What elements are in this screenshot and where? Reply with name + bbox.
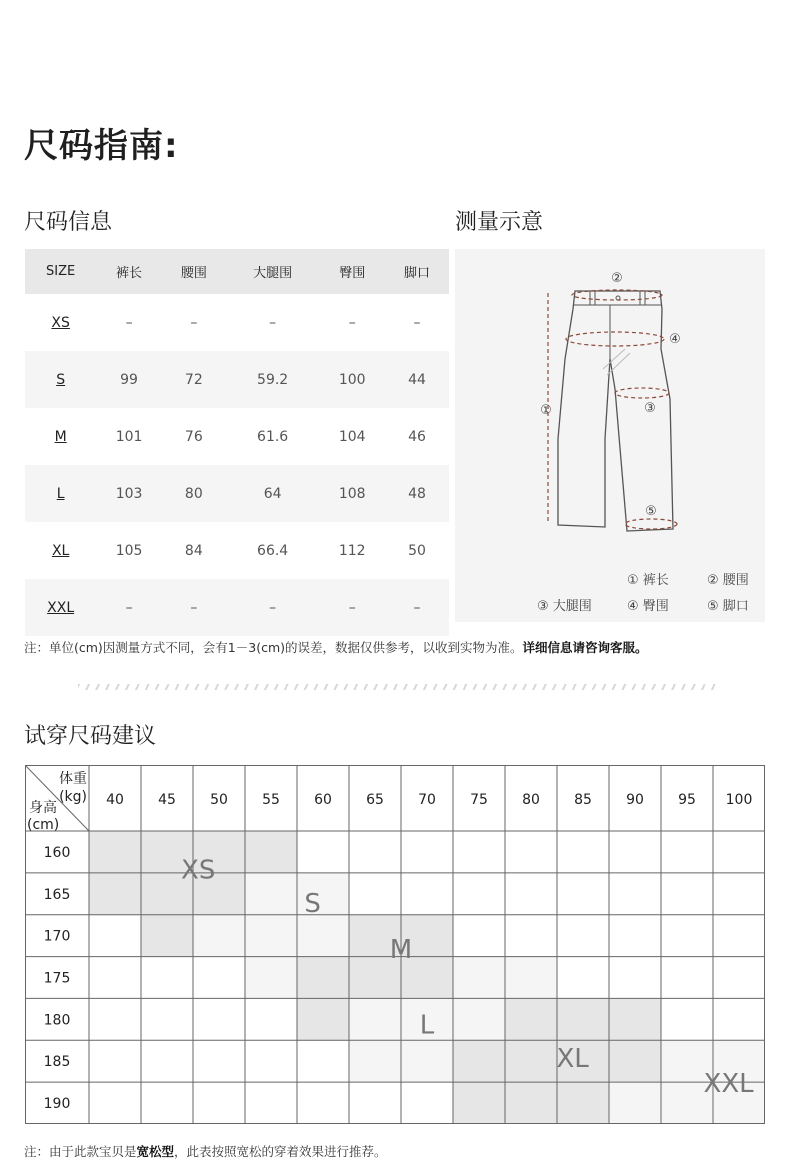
size-cell: XXL: [25, 579, 96, 636]
header-thigh: 大腿围: [226, 249, 320, 294]
weight-header-75: 75: [470, 792, 488, 808]
weight-axis-label: 体重: [59, 771, 87, 787]
marker-waist: ②: [611, 271, 623, 286]
table-cell: –: [125, 314, 133, 331]
size-cell: L: [25, 465, 96, 522]
height-axis-label: 身高: [29, 800, 57, 816]
size-region-cell-s: [193, 915, 246, 957]
page-title: 尺码指南:: [24, 126, 179, 166]
table-cell: 112: [338, 542, 366, 559]
note2-pre: 注：由于此款宝贝是: [24, 1144, 137, 1159]
size-region-cell-xl: [609, 998, 662, 1040]
size-region-cell-l: [349, 998, 402, 1040]
marker-hem: ⑤: [645, 504, 657, 519]
size-region-cell-l: [401, 1040, 454, 1082]
legend-hip: ④ 臀围: [627, 599, 669, 614]
table-cell: –: [226, 579, 320, 636]
table-cell: 104: [338, 428, 366, 445]
table-cell: –: [385, 579, 449, 636]
note-contact-emphasis: 详细信息请咨询客服。: [522, 640, 648, 655]
trousers-diagram: [455, 249, 765, 622]
measurement-diagram-panel: [455, 249, 765, 622]
header-waist: 腰围: [162, 249, 226, 294]
size-region-cell-xs: [89, 873, 142, 915]
height-header-160: 160: [43, 844, 71, 861]
table-cell: 48: [385, 465, 449, 522]
weight-header-80: 80: [522, 792, 540, 808]
height-header-170: 170: [43, 928, 71, 945]
table-cell: 64: [226, 465, 320, 522]
size-cell: XL: [51, 542, 70, 559]
size-label-xxl: XXL: [703, 1069, 754, 1100]
size-region-cell-xl: [453, 1082, 506, 1124]
size-region-cell-xs: [141, 915, 194, 957]
size-label-l: L: [419, 1010, 435, 1041]
size-region-cell-m: [297, 957, 350, 999]
size-region-cell-l: [349, 1040, 402, 1082]
size-region-cell-m: [297, 998, 350, 1040]
note-text: 注：单位(cm)因测量方式不同，会有1－3(cm)的误差，数据仅供参考，以收到实物为准。: [24, 640, 523, 655]
weight-header-45: 45: [158, 792, 176, 808]
weight-header-95: 95: [678, 792, 696, 808]
height-header-185: 185: [43, 1054, 71, 1071]
table-cell: 80: [162, 465, 226, 522]
table-row: [25, 408, 449, 465]
table-cell: 59.2: [226, 351, 320, 408]
legend-thigh: ③ 大腿围: [537, 599, 592, 614]
size-region-cell-xxl: [609, 1082, 662, 1124]
measurement-note: [24, 638, 648, 656]
size-label-xl: XL: [556, 1044, 589, 1075]
weight-header-70: 70: [418, 792, 436, 808]
weight-axis-unit: (kg): [59, 789, 87, 805]
size-region-cell-xl: [557, 998, 610, 1040]
weight-header-55: 55: [262, 792, 280, 808]
table-cell: 99: [96, 351, 162, 408]
table-row: [25, 522, 449, 579]
marker-length: ①: [540, 403, 552, 418]
table-row: [25, 294, 449, 351]
size-label-m: M: [389, 935, 413, 966]
size-region-cell-xl: [453, 1040, 506, 1082]
fit-recommendation-grid: [25, 765, 765, 1124]
size-region-cell-xl: [505, 998, 558, 1040]
size-cell: XS: [51, 314, 70, 331]
table-cell: 61.6: [257, 428, 289, 445]
table-cell: 108: [319, 465, 385, 522]
table-cell: 101: [115, 428, 143, 445]
size-region-cell-s: [297, 915, 350, 957]
section-divider: [78, 684, 718, 690]
table-cell: 100: [319, 351, 385, 408]
weight-header-65: 65: [366, 792, 384, 808]
height-header-175: 175: [43, 970, 71, 987]
size-region-cell-l: [505, 957, 558, 999]
size-region-cell-xl: [557, 1082, 610, 1124]
size-info-heading: 尺码信息: [24, 210, 113, 235]
header-hem: 脚口: [385, 249, 449, 294]
note2-post: ，此表按照宽松的穿着效果进行推荐。: [174, 1144, 387, 1159]
weight-header-50: 50: [210, 792, 228, 808]
size-region-cell-s: [245, 915, 298, 957]
size-region-cell-s: [245, 873, 298, 915]
height-header-190: 190: [43, 1096, 71, 1113]
size-table-header-row: [25, 249, 449, 294]
table-row: [25, 351, 449, 408]
table-cell: 72: [162, 351, 226, 408]
header-hip: 臀围: [319, 249, 385, 294]
table-cell: –: [413, 314, 421, 331]
table-cell: –: [96, 579, 162, 636]
table-cell: 76: [184, 428, 203, 445]
table-cell: 50: [408, 542, 426, 559]
weight-header-90: 90: [626, 792, 644, 808]
size-label-s: S: [304, 889, 321, 920]
table-row: [25, 579, 449, 636]
weight-header-40: 40: [106, 792, 124, 808]
table-cell: –: [190, 314, 198, 331]
measurement-legend: [537, 573, 749, 614]
table-cell: –: [162, 579, 226, 636]
header-size: SIZE: [25, 249, 96, 294]
size-label-xs: XS: [181, 855, 216, 886]
fit-grid-svg: [25, 765, 765, 1124]
size-region-cell-xl: [505, 1040, 558, 1082]
height-axis-unit: (cm): [27, 817, 60, 833]
legend-waist: ② 腰围: [707, 573, 749, 588]
size-cell: M: [54, 428, 67, 445]
table-cell: 66.4: [257, 542, 289, 559]
size-region-cell-l: [453, 998, 506, 1040]
size-region-cell-s: [245, 957, 298, 999]
legend-length: ① 裤长: [627, 573, 669, 588]
size-region-cell-xs: [89, 831, 142, 873]
legend-hem: ⑤ 脚口: [707, 599, 749, 614]
height-header-165: 165: [43, 886, 71, 903]
table-cell: 84: [184, 542, 203, 559]
table-cell: –: [269, 314, 277, 331]
measurement-heading: 测量示意: [455, 210, 544, 235]
weight-header-85: 85: [574, 792, 592, 808]
table-cell: 103: [96, 465, 162, 522]
measurement-lines: [548, 290, 677, 529]
fit-recommendation-heading: 试穿尺码建议: [24, 724, 157, 749]
size-region-cell-l: [453, 957, 506, 999]
table-cell: –: [348, 314, 356, 331]
table-cell: 105: [115, 542, 143, 559]
height-header-180: 180: [43, 1012, 71, 1029]
table-row: [25, 465, 449, 522]
size-region-cell-xl: [505, 1082, 558, 1124]
size-cell: S: [25, 351, 96, 408]
header-length: 裤长: [96, 249, 162, 294]
size-region-cell-xl: [609, 1040, 662, 1082]
weight-header-60: 60: [314, 792, 332, 808]
table-cell: 44: [385, 351, 449, 408]
weight-header-100: 100: [725, 792, 753, 808]
marker-thigh: ③: [644, 401, 656, 416]
table-cell: –: [319, 579, 385, 636]
table-cell: 46: [408, 428, 426, 445]
size-region-cell-xs: [245, 831, 298, 873]
size-info-table: [25, 249, 449, 636]
note2-loose-fit: 宽松型: [136, 1144, 175, 1159]
fit-note: [24, 1142, 387, 1160]
marker-hip: ④: [669, 332, 681, 347]
